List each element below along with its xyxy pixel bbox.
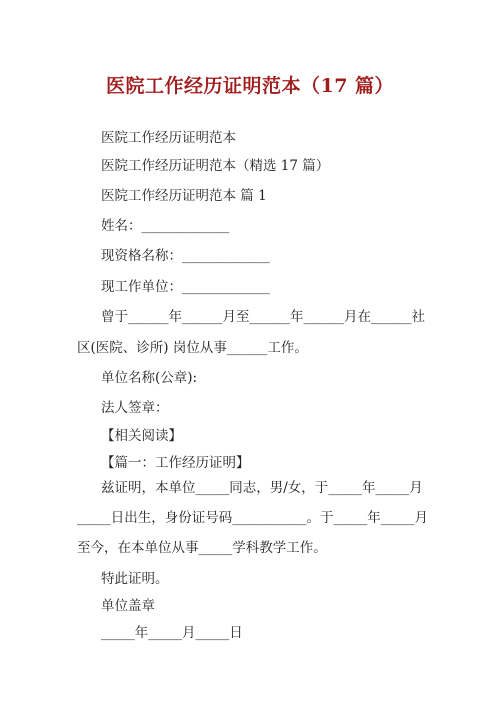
certify-line-3: 至今，在本单位从事_____学科教学工作。 (77, 540, 327, 556)
legal-signature-line: 法人签章： (101, 400, 169, 416)
certify-line-1: 兹证明，本单位_____同志，男/女，于_____年_____月 (101, 480, 423, 496)
subtitle-line: 医院工作经历证明范本 (101, 130, 236, 146)
section-heading: 医院工作经历证明范本 篇 1 (101, 188, 267, 204)
article-one-heading: 【篇一：工作经历证明】 (101, 455, 250, 471)
date-line: _____年_____月_____日 (101, 625, 243, 641)
document-title: 医院工作经历证明范本（17 篇） (105, 75, 395, 97)
qualification-field-line: 现资格名称：_____________ (101, 248, 270, 264)
related-reading-heading: 【相关阅读】 (101, 428, 182, 444)
name-field-line: 姓名：_____________ (101, 218, 230, 234)
subtitle-selected: 医院工作经历证明范本（精选 17 篇） (101, 158, 330, 174)
workplace-field-line: 现工作单位：_____________ (101, 279, 270, 295)
hereby-certify-line: 特此证明。 (101, 571, 169, 587)
employment-role-line: 区(医院、诊所) 岗位从事______工作。 (77, 340, 308, 356)
employment-period-line: 曾于______年______月至______年______月在______社 (101, 309, 425, 325)
certify-line-2: _____日出生，身份证号码___________。于_____年_____月 (77, 510, 428, 526)
unit-seal-line: 单位名称(公章): (101, 370, 198, 386)
unit-stamp-line: 单位盖章 (101, 598, 155, 614)
